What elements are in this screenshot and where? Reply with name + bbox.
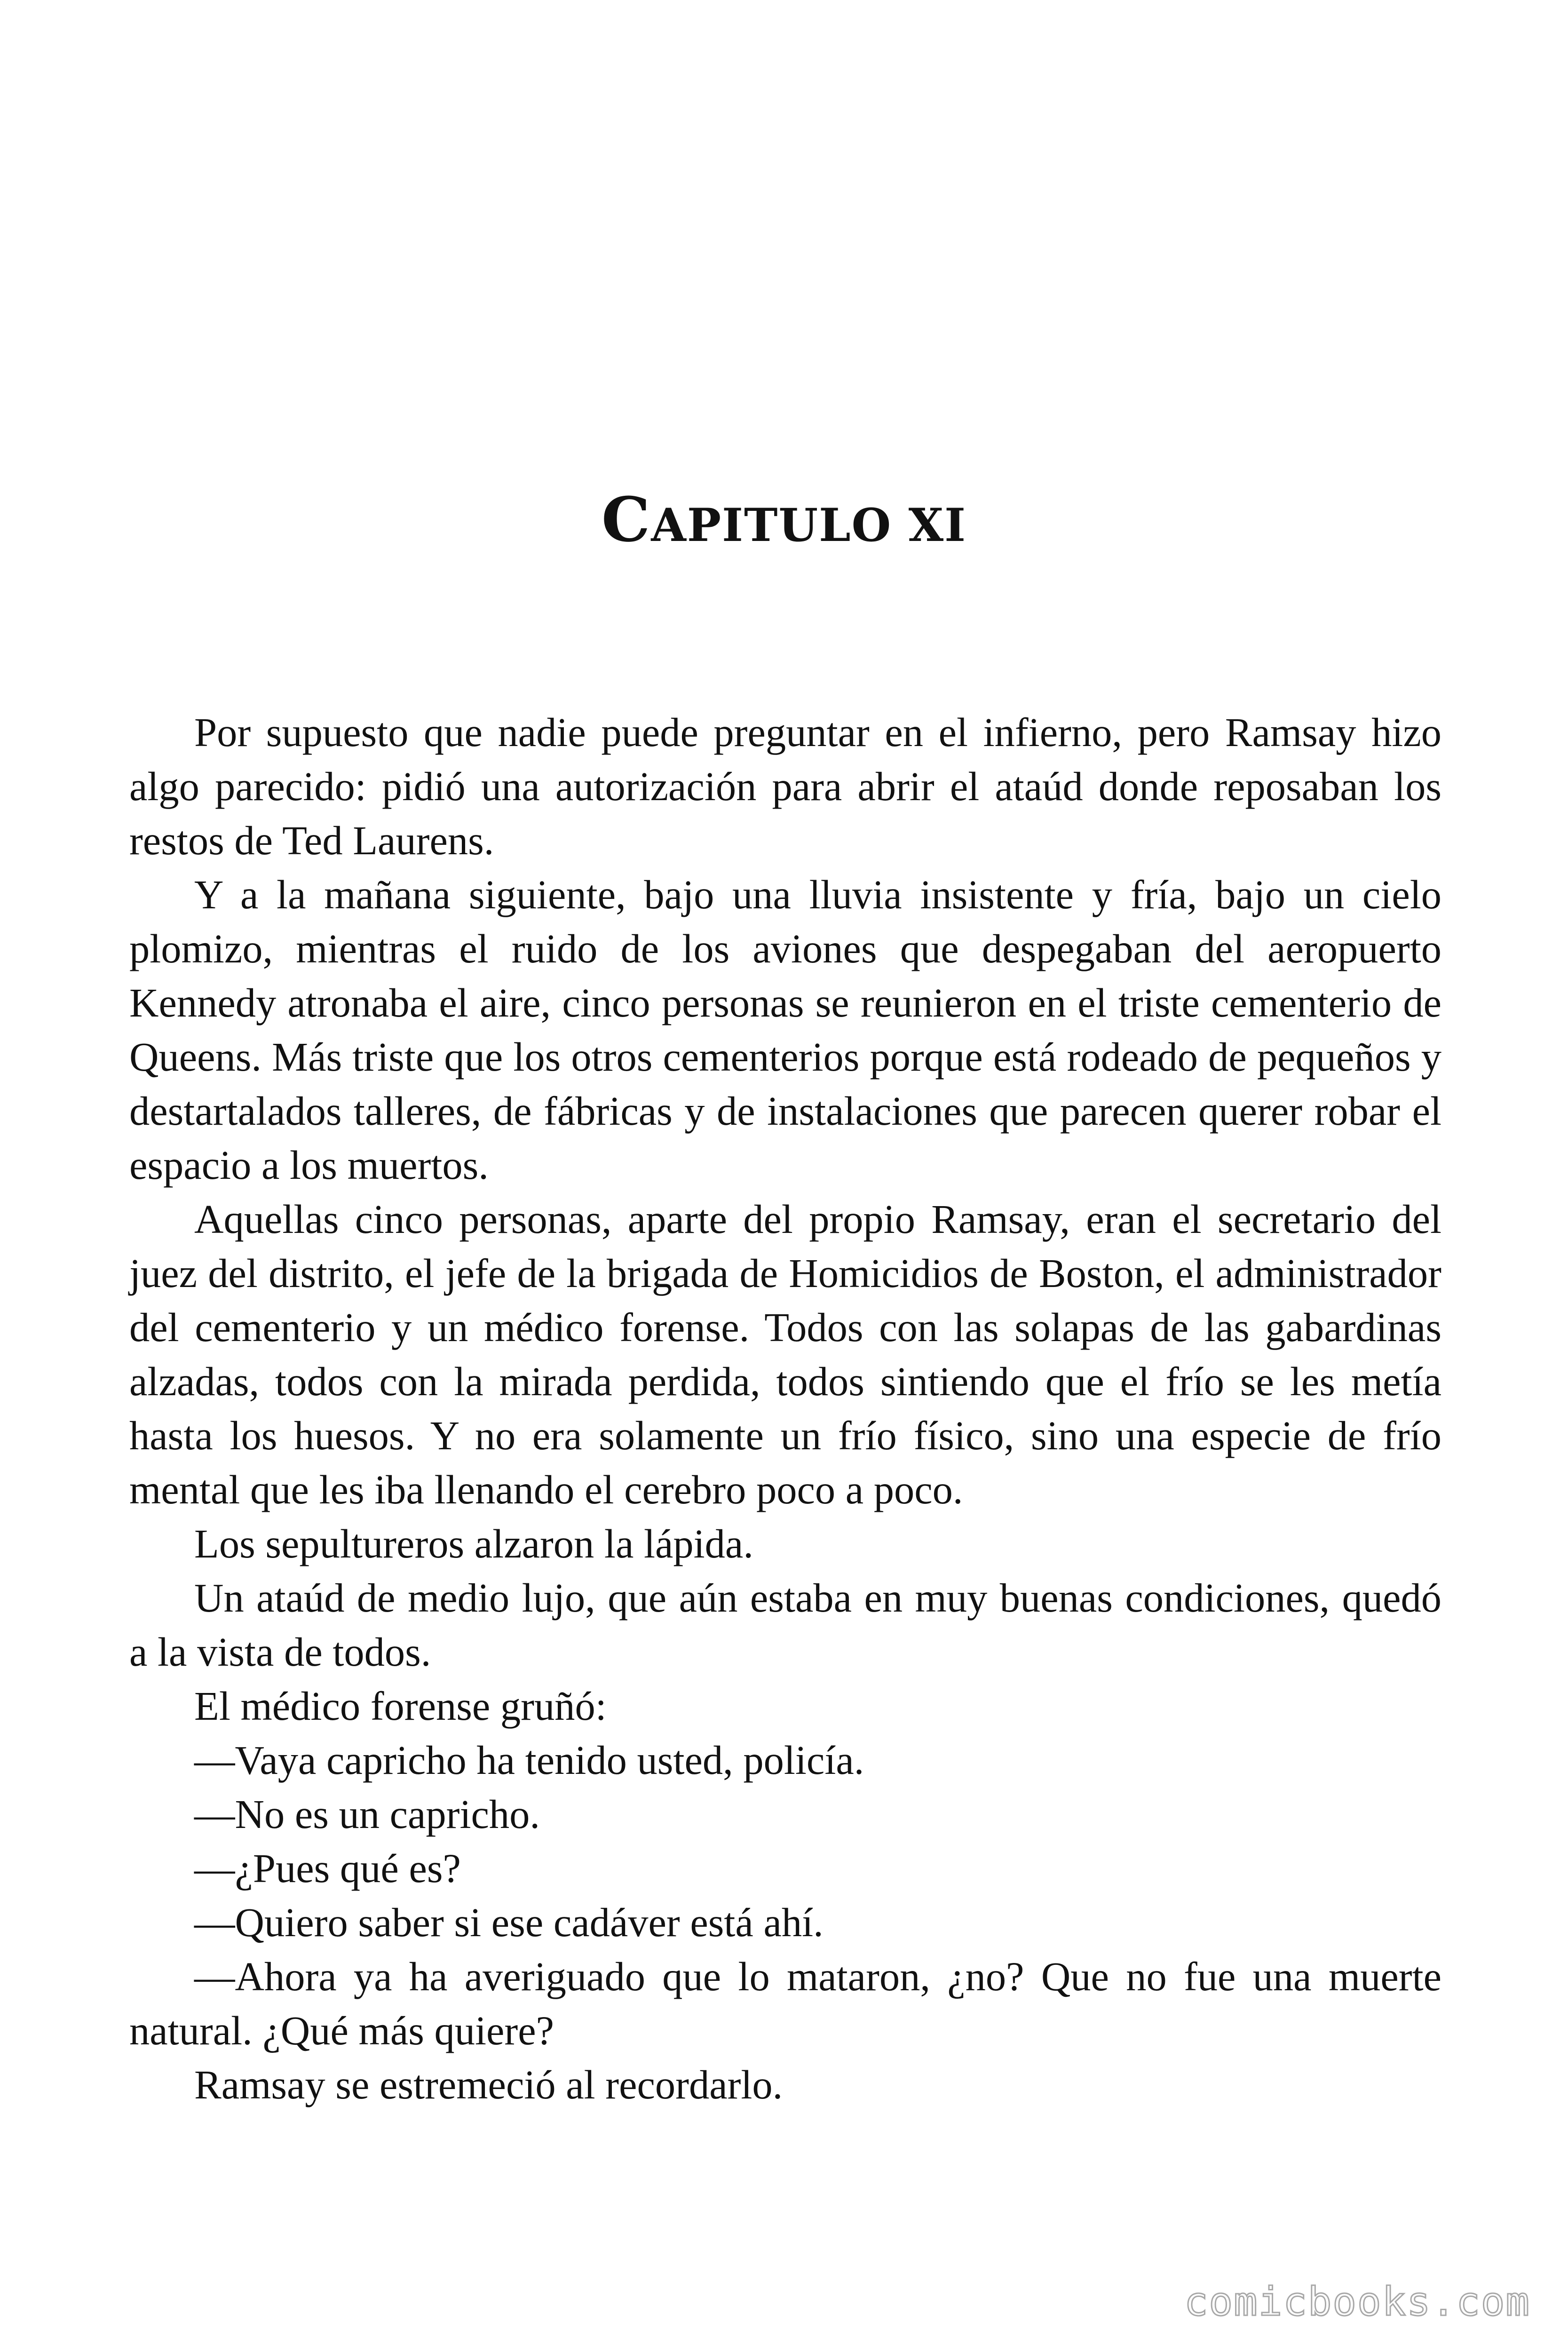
watermark: comicbooks.com: [1184, 2279, 1530, 2325]
chapter-body: [129, 706, 1441, 2112]
dialogue-line: —Ahora ya ha averiguado que lo mataron, ¿no? Que no fue una muerte natural. ¿Qué más quiere?: [129, 1954, 1441, 2053]
paragraph: Un ataúd de medio lujo, que aún estaba en muy buenas condiciones, quedó a la vista de todos.: [129, 1575, 1441, 1675]
paragraph: Ramsay se estremeció al recordarlo.: [194, 2062, 783, 2107]
paragraph: Y a la mañana siguiente, bajo una lluvia insistente y fría, bajo un cielo plomizo, mientras el ruido de los aviones que despegaban del aeropuerto Kennedy atronaba el aire, cinco personas se reunieron en el triste cementerio de Queens. Más triste que los otros cementerios porque está rodeado de pequeños y destartalados talleres, de fábricas y de instalaciones que parecen querer robar el espacio a los muertos.: [129, 872, 1441, 1188]
chapter-title-rest: APITULO XI: [651, 499, 967, 552]
dialogue-line: —Vaya capricho ha tenido usted, policía.: [194, 1738, 864, 1783]
chapter-title-initial: C: [601, 484, 651, 556]
dialogue-line: —No es un capricho.: [194, 1792, 540, 1837]
paragraph: El médico forense gruñó:: [194, 1684, 607, 1729]
dialogue-line: —Quiero saber si ese cadáver está ahí.: [194, 1900, 824, 1945]
paragraph: Por supuesto que nadie puede preguntar en el infierno, pero Ramsay hizo algo parecido: pidió una autorización para abrir el ataúd donde reposaban los restos de Ted Laurens.: [129, 710, 1441, 863]
paragraph: Aquellas cinco personas, aparte del propio Ramsay, eran el secretario del juez del distrito, el jefe de la brigada de Homicidios de Boston, el administrador del cementerio y un médico forense. Todos con las solapas de las gabardinas alzadas, todos con la mirada perdida, todos sintiendo que el frío se les metía hasta los huesos. Y no era solamente un frío físico, sino una especie de frío mental que les iba llenando el cerebro poco a poco.: [129, 1197, 1441, 1512]
paragraph: Los sepultureros alzaron la lápida.: [194, 1521, 753, 1566]
chapter-title: [0, 484, 1568, 556]
dialogue-line: —¿Pues qué es?: [194, 1846, 461, 1891]
